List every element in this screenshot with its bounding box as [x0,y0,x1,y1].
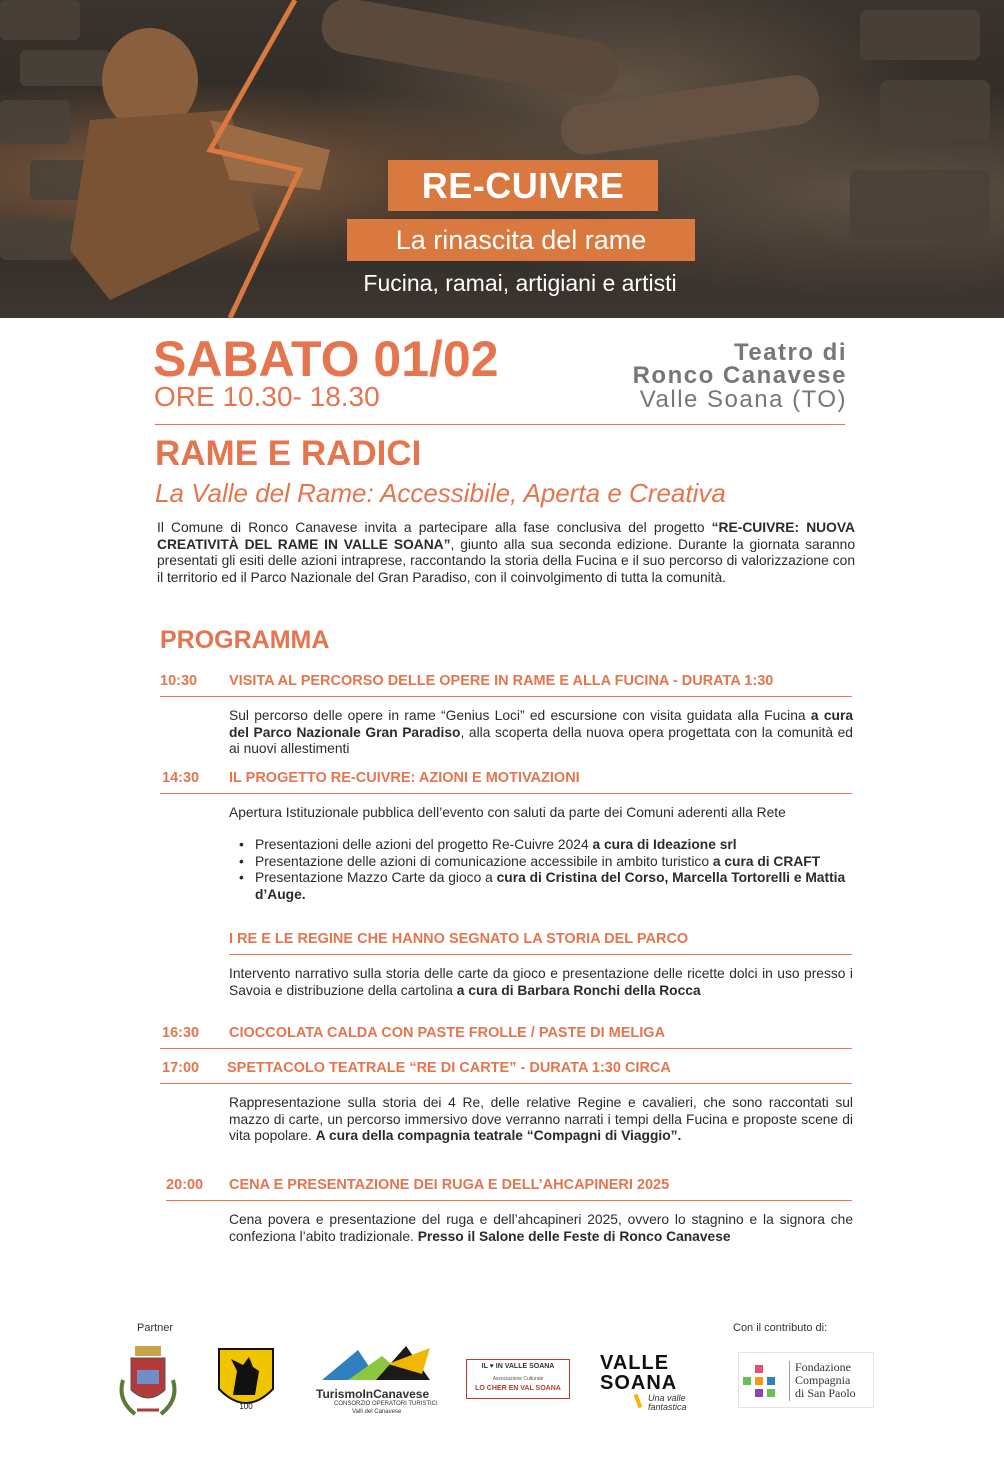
schedule-heading: VISITA AL PERCORSO DELLE OPERE IN RAME E ALLA FUCINA - DURATA 1:30 [229,673,774,689]
fondazione-san-paolo-logo [738,1352,874,1408]
turismo-canavese-sub: CONSORZIO OPERATORI TURISTICI [334,1401,438,1407]
lo-cher-top: IL ♥ IN VALLE SOANA [481,1363,555,1370]
hero-title: RE-CUIVRE [421,165,625,206]
intro-paragraph [157,520,855,586]
event-date: SABATO 01/02 [153,331,499,387]
event-hours: ORE 10.30- 18.30 [154,381,380,412]
schedule-description: Intervento narrativo sulla storia delle carte da gioco e presentazione delle ricette dolci in uso presso i Savoia e distribuzione della cartolina a cura di Barbara Ronchi della Rocca [229,966,853,998]
venue-line-2: Ronco Canavese [632,362,847,389]
schedule-time: 10:30 [160,673,198,689]
valle-soana-tagline: Una valle fantastica [648,1393,687,1412]
schedule-heading: CIOCCOLATA CALDA CON PASTE FROLLE / PASTE DI MELIGA [229,1025,666,1041]
venue-line-3: Valle Soana (TO) [639,386,847,413]
intro-project-name: “RE-CUIVRE: NUOVA CREATIVITÀ DEL RAME IN VALLE SOANA” [157,520,855,552]
intro-text-continued: , giunto alla sua seconda edizione. Durante la giornata saranno presentati gli esiti delle azioni intraprese, raccontando la storia della Fucina e il suo percorso di valorizzazione con il territorio ed il Parco Nazionale del Gran Paradiso, con il coinvolgimento di tutta la comunità. [157,536,855,585]
schedule-time: 16:30 [162,1025,200,1041]
schedule-description: Sul percorso delle opere in rame “Genius Loci” ed escursione con visita guidata alla Fucina a cura del Parco Nazionale Gran Paradiso, alla scoperta della nuova opera progettata con la comunità ed ai nuovi allestimenti [229,708,853,756]
hero-banner [0,0,1004,318]
turismo-canavese-sub2: Valli del Canavese [352,1409,402,1415]
schedule-divider [160,793,852,794]
turismo-canavese-name: TurismoInCanavese [316,1387,430,1401]
lo-cher-bottom: LO CHER EN VAL SOANA [475,1385,561,1392]
schedule-heading: IL PROGETTO RE-CUIVRE: AZIONI E MOTIVAZIONI [229,770,580,786]
schedule-description: Cena povera e presentazione del ruga e dell’ahcapineri 2025, ovvero lo stagnino e la signora che confeziona l’abito tradizionale. Presso il Salone delle Feste di Ronco Canavese [229,1212,853,1244]
turismo-canavese-graphic [318,1344,434,1384]
schedule-divider [160,696,852,697]
valle-soana-word1: VALLE [600,1352,670,1374]
section-subtitle: La Valle del Rame: Accessibile, Aperta e Creativa [155,478,726,508]
list-item: • Presentazione Mazzo Carte da gioco a cura di Cristina del Corso, Marcella Tortorelli e Mattia d’Auge. [229,870,853,903]
schedule-divider [160,1083,852,1084]
schedule-bullet-list [229,837,853,903]
lo-cher-logo [466,1359,570,1399]
schedule-heading: I RE E LE REGINE CHE HANNO SEGNATO LA STORIA DEL PARCO [229,931,689,947]
hero-subtitle: La rinascita del rame [395,225,647,255]
schedule-divider [229,954,852,955]
section-title: RAME E RADICI [155,434,422,473]
hero-tagline: Fucina, ramai, artigiani e artisti [363,270,677,296]
venue-line-1: Teatro di [733,339,847,366]
fondazione-mark-icon [743,1365,779,1401]
schedule-divider [166,1200,852,1201]
schedule-time: 17:00 [162,1060,200,1076]
schedule-description: Apertura Istituzionale pubblica dell’evento con saluti da parte dei Comuni aderenti alla Rete [229,805,786,820]
programma-title: PROGRAMMA [160,626,330,654]
schedule-time: 14:30 [162,770,200,786]
valle-soana-accent [634,1394,643,1409]
list-item: • Presentazione delle azioni di comunicazione accessibile in ambito turistico a cura di CRAFT [229,854,853,871]
contributor-label: Con il contributo di: [733,1322,828,1334]
divider [155,424,845,425]
partner-label: Partner [137,1322,174,1334]
parco-number: 100 [239,1402,253,1411]
parco-gran-paradiso-logo [213,1345,279,1417]
comune-coat-of-arms-logo [115,1340,181,1420]
valle-soana-word2: SOANA [600,1372,678,1394]
schedule-time: 20:00 [166,1177,204,1193]
schedule-heading: SPETTACOLO TEATRALE “RE DI CARTE” - DURATA 1:30 CIRCA [227,1060,671,1076]
schedule-description: Rappresentazione sulla storia dei 4 Re, delle relative Regine e cavalieri, che sono raccontati sul mazzo di carte, un percorso immersivo dove verranno narrati i tempi della Fucina e proposte scene di vita popolare. A cura della compagnia teatrale “Compagni di Viaggio”. [229,1095,853,1143]
valle-soana-logo [600,1352,700,1410]
schedule-heading: CENA E PRESENTAZIONE DEI RUGA E DELL’AHCAPINERI 2025 [229,1177,670,1193]
list-item: • Presentazioni delle azioni del progetto Re-Cuivre 2024 a cura di Ideazione srl [229,837,853,854]
intro-text: Il Comune di Ronco Canavese invita a partecipare alla fase conclusiva del progetto [157,520,712,535]
fondazione-name: Fondazione Compagnia di San Paolo [795,1360,856,1400]
schedule-divider [160,1048,852,1049]
lo-cher-mid: Associazione Culturale [492,1376,544,1382]
